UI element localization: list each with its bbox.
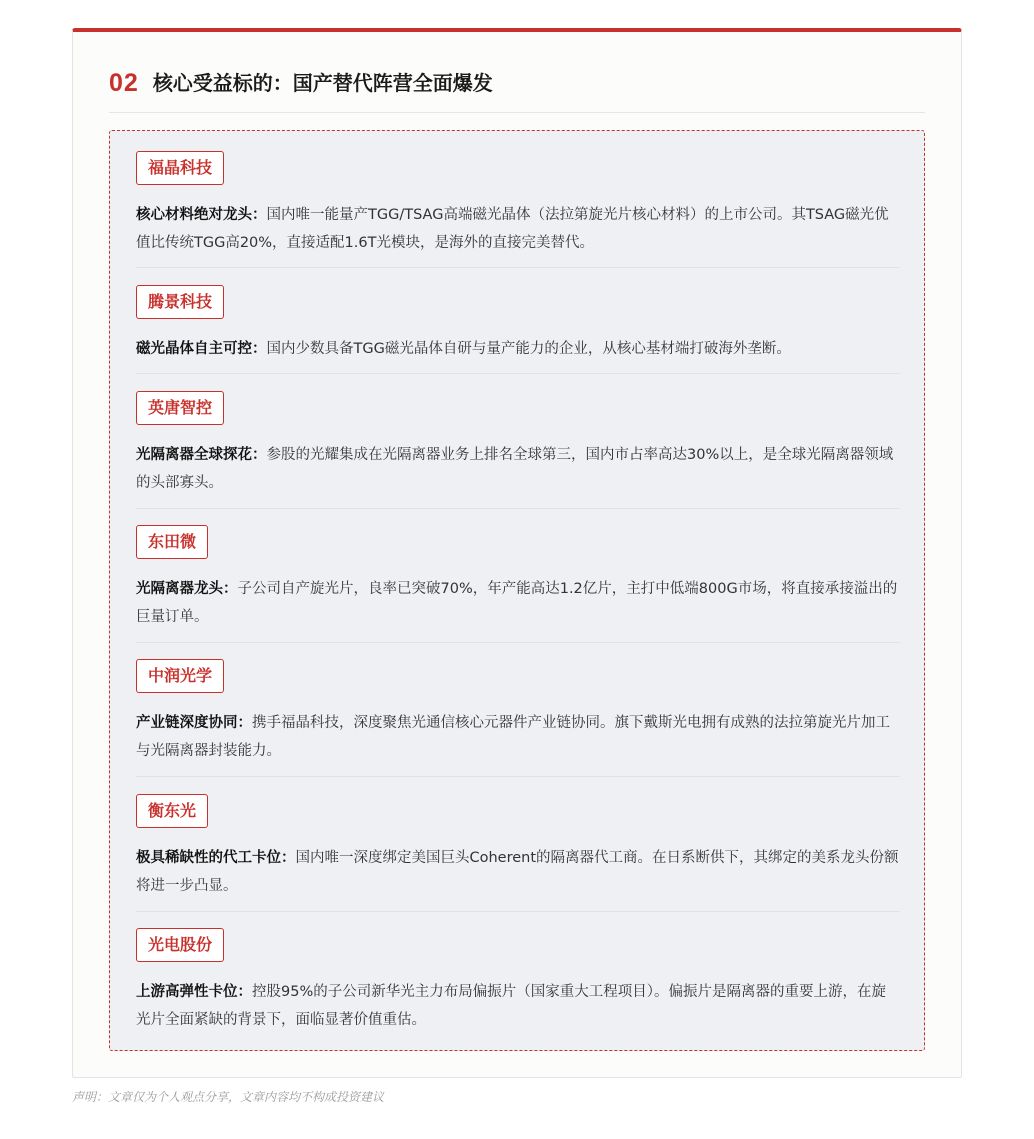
item-divider (136, 508, 900, 509)
company-text: 国内少数具备TGG磁光晶体自研与量产能力的企业，从核心基材端打破海外垄断。 (266, 341, 791, 357)
item-divider (136, 911, 900, 912)
company-description (136, 201, 900, 257)
company-tag: 福晶科技 (136, 151, 224, 185)
section-card (72, 28, 962, 1078)
company-text: 控股95%的子公司新华光主力布局偏振片（国家重大工程项目）。偏振片是隔离器的重要上游，在旋光片全面紧缺的背景下，面临显著价值重估。 (136, 984, 886, 1028)
company-headline: 上游高弹性卡位： (136, 984, 252, 1000)
company-text: 参股的光耀集成在光隔离器业务上排名全球第三，国内市占率高达30%以上，是全球光隔离器领域的头部寡头。 (136, 447, 894, 491)
section-title: 核心受益标的：国产替代阵营全面爆发 (152, 71, 493, 95)
company-description (136, 978, 900, 1034)
company-description (136, 441, 900, 497)
company-tag: 东田微 (136, 525, 208, 559)
company-description (136, 575, 900, 631)
company-tag: 衡东光 (136, 794, 208, 828)
company-text: 子公司自产旋光片，良率已突破70%，年产能高达1.2亿片，主打中低端800G市场，将直接承接溢出的巨量订单。 (136, 581, 898, 625)
company-headline: 核心材料绝对龙头： (136, 207, 267, 223)
company-headline: 光隔离器全球探花： (136, 447, 267, 463)
item-divider (136, 373, 900, 374)
companies-box (109, 130, 925, 1051)
company-headline: 磁光晶体自主可控： (136, 341, 267, 357)
company-description (136, 844, 900, 900)
disclaimer: 声明：文章仅为个人观点分享，文章内容均不构成投资建议 (72, 1090, 385, 1104)
company-text: 国内唯一能量产TGG/TSAG高端磁光晶体（法拉第旋光片核心材料）的上市公司。其TSAG磁光优值比传统TGG高20%，直接适配1.6T光模块，是海外的直接完美替代。 (136, 207, 889, 251)
company-text: 携手福晶科技，深度聚焦光通信核心元器件产业链协同。旗下戴斯光电拥有成熟的法拉第旋光片加工与光隔离器封装能力。 (136, 715, 890, 759)
item-divider (136, 642, 900, 643)
company-description (136, 335, 900, 363)
company-headline: 极具稀缺性的代工卡位： (136, 850, 296, 866)
company-description (136, 709, 900, 765)
item-divider (136, 267, 900, 268)
company-headline: 光隔离器龙头： (136, 581, 238, 597)
company-tag: 中润光学 (136, 659, 224, 693)
company-headline: 产业链深度协同： (136, 715, 252, 731)
company-tag: 腾景科技 (136, 285, 224, 319)
company-tag: 英唐智控 (136, 391, 224, 425)
company-tag: 光电股份 (136, 928, 224, 962)
item-divider (136, 776, 900, 777)
section-header (109, 68, 925, 113)
section-number: 02 (109, 69, 139, 97)
company-text: 国内唯一深度绑定美国巨头Coherent的隔离器代工商。在日系断供下，其绑定的美系龙头份额将进一步凸显。 (136, 850, 899, 894)
